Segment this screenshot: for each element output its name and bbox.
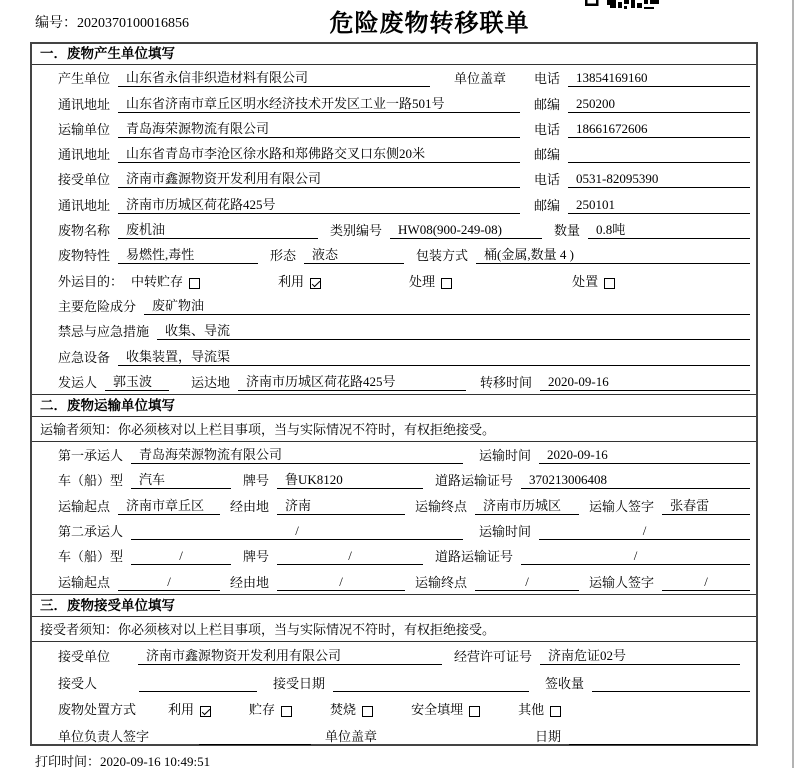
row-receiver-address (32, 191, 756, 216)
transporter-zip-value (568, 147, 750, 163)
plate2-value: / (277, 548, 423, 565)
row-producer-address (32, 90, 756, 115)
row-vehicle1 (32, 467, 756, 492)
transport-time1-label: 运输时间 (479, 448, 532, 464)
responsible-sign-value (199, 729, 311, 745)
emergency-equipment-value: 收集装置，导流渠 (118, 346, 750, 366)
manifest-form (30, 42, 758, 746)
disposal-option-store (249, 699, 292, 718)
receiving-unit-label: 接受单位 (58, 649, 111, 665)
road-license1-label: 道路运输证号 (435, 473, 514, 489)
dispatcher-value: 郭玉波 (105, 371, 169, 391)
route1-start-label: 运输起点 (58, 498, 111, 514)
transport-time1-value: 2020-09-16 (539, 447, 750, 464)
receiver-notice: 接受者须知：你必须核对以上栏目事项，当与实际情况不符时，有权拒绝接受。 (32, 617, 756, 642)
row-transporter-address (32, 141, 756, 166)
row-responsible-sign (32, 721, 756, 748)
producer-address-value: 山东省济南市章丘区明水经济技术开发区工业一路501号 (118, 93, 520, 113)
purpose-option-use-label: 利用 (278, 273, 305, 289)
responsible-sign-label: 单位负责人签字 (58, 728, 150, 744)
transporter-notice: 运输者须知：你必须核对以上栏目事项，当与实际情况不符时，有权拒绝接受。 (32, 417, 756, 442)
vehicle-type2-value: / (131, 548, 231, 565)
route1-end-value: 济南市历城区 (475, 495, 579, 515)
road-license1-value: 370213006408 (521, 472, 750, 489)
qr-code-remnant (585, 0, 659, 11)
row-emergency-measures (32, 318, 756, 343)
waste-pack-label: 包装方式 (416, 248, 469, 264)
disposal-option-other-label: 其他 (518, 702, 545, 718)
route2-sign-value: / (662, 574, 750, 591)
destination-value: 济南市历城区荷花路425号 (238, 371, 466, 391)
route2-end-label: 运输终点 (415, 574, 468, 590)
receiver-person-value (139, 676, 257, 692)
section1-title: 一．废物产生单位填写 (32, 44, 756, 65)
purpose-option-storage-label: 中转贮存 (131, 273, 184, 289)
row-vehicle2 (32, 543, 756, 568)
waste-character-label: 废物特性 (58, 248, 111, 264)
receiver-phone-value: 0531-82095390 (568, 171, 750, 188)
first-carrier-label: 第一承运人 (58, 448, 124, 464)
disposal-option-other (518, 699, 561, 718)
route2-end-value: / (475, 574, 579, 591)
disposal-other-checkbox (550, 706, 561, 717)
page-title: 危险废物转移联单 (329, 11, 530, 37)
receiving-unit-value: 济南市鑫源物资开发利用有限公司 (138, 645, 442, 665)
disposal-option-incinerate (330, 699, 373, 718)
row-hazard-component (32, 293, 756, 318)
waste-character-value: 易燃性,毒性 (118, 244, 258, 264)
transporter-label: 运输单位 (58, 121, 111, 137)
road-license2-label: 道路运输证号 (435, 549, 514, 565)
waste-name-label: 废物名称 (58, 223, 111, 239)
transfer-purpose-label: 外运目的： (58, 273, 124, 289)
first-carrier-value: 青岛海荣源物流有限公司 (131, 444, 463, 464)
purpose-option-use (278, 271, 321, 290)
row-receiving-unit (32, 642, 756, 669)
disposal-option-use (168, 699, 211, 718)
row-receipt (32, 668, 756, 695)
row-dispatch (32, 369, 756, 394)
row-transfer-purpose (32, 267, 756, 292)
vehicle-type1-value: 汽车 (131, 469, 231, 489)
waste-qty-value: 0.8吨 (588, 219, 750, 239)
row-route1 (32, 492, 756, 517)
permit-value: 济南危证02号 (540, 645, 740, 665)
receiver-phone-label: 电话 (533, 172, 560, 188)
producer-label: 产生单位 (58, 71, 111, 87)
route1-via-value: 济南 (277, 495, 405, 515)
row-route2 (32, 568, 756, 593)
section2-title: 二．废物运输单位填写 (32, 394, 756, 417)
route2-via-value: / (277, 574, 405, 591)
route1-via-label: 经由地 (230, 498, 270, 514)
route2-start-label: 运输起点 (58, 574, 111, 590)
plate1-value: 鲁UK8120 (277, 469, 423, 489)
vehicle-type2-label: 车（船）型 (58, 549, 124, 565)
transfer-time-label: 转移时间 (480, 374, 533, 390)
disposal-landfill-checkbox (469, 706, 480, 717)
window-edge-line (792, 0, 794, 768)
purpose-option-dispose (572, 271, 615, 290)
route2-via-label: 经由地 (230, 574, 270, 590)
producer-seal-label: 单位盖章 (453, 71, 506, 87)
disposal-option-incinerate-label: 焚烧 (330, 702, 357, 718)
vehicle-type1-label: 车（船）型 (58, 473, 124, 489)
disposal-option-store-label: 贮存 (249, 702, 276, 718)
dispatcher-label: 发运人 (58, 374, 98, 390)
unit-seal-label: 单位盖章 (325, 728, 378, 744)
second-carrier-value: / (131, 523, 463, 540)
receiver-address-label: 通讯地址 (58, 197, 111, 213)
emergency-equipment-label: 应急设备 (58, 349, 111, 365)
transporter-address-value: 山东省青岛市李沧区徐水路和郑佛路交叉口东侧20米 (118, 143, 520, 163)
disposal-store-checkbox (281, 706, 292, 717)
route2-start-value: / (118, 574, 220, 591)
row-transporter (32, 116, 756, 141)
hazard-component-value: 废矿物油 (144, 295, 750, 315)
waste-form-value: 液态 (304, 244, 404, 264)
sign-date-label: 日期 (535, 728, 562, 744)
sign-date-value (569, 729, 750, 745)
doc-number-label: 编号： (35, 16, 77, 31)
receiver-label: 接受单位 (58, 172, 111, 188)
route1-sign-value: 张春雷 (662, 495, 750, 515)
row-waste-character (32, 242, 756, 267)
destination-label: 运达地 (191, 374, 231, 390)
waste-code-label: 类别编号 (330, 223, 383, 239)
waste-code-value: HW08(900-249-08) (390, 222, 542, 239)
disposal-option-use-label: 利用 (168, 702, 195, 718)
row-waste-name (32, 217, 756, 242)
purpose-option-storage (131, 271, 200, 290)
disposal-use-checkbox (200, 706, 211, 717)
disposal-incinerate-checkbox (362, 706, 373, 717)
producer-phone-label: 电话 (533, 71, 560, 87)
purpose-treat-checkbox (441, 278, 452, 289)
purpose-storage-checkbox (189, 278, 200, 289)
signed-qty-label: 签收量 (545, 675, 585, 691)
transporter-phone-value: 18661672606 (568, 121, 750, 138)
receiver-zip-value: 250101 (568, 197, 750, 214)
purpose-use-checkbox (310, 278, 321, 289)
route1-sign-label: 运输人签字 (589, 498, 655, 514)
road-license2-value: / (521, 548, 750, 565)
producer-value: 山东省永信非织造材料有限公司 (118, 67, 430, 87)
transporter-zip-label: 邮编 (533, 147, 560, 163)
transporter-value: 青岛海荣源物流有限公司 (118, 118, 520, 138)
row-disposal-method (32, 695, 756, 722)
purpose-dispose-checkbox (604, 278, 615, 289)
purpose-option-treat-label: 处理 (409, 273, 436, 289)
receiver-value: 济南市鑫源物资开发利用有限公司 (118, 168, 520, 188)
second-carrier-label: 第二承运人 (58, 524, 124, 540)
waste-name-value: 废机油 (118, 219, 318, 239)
producer-address-label: 通讯地址 (58, 96, 111, 112)
receiver-person-label: 接受人 (58, 675, 98, 691)
disposal-method-label: 废物处置方式 (58, 702, 137, 718)
row-second-carrier (32, 518, 756, 543)
producer-phone-value: 13854169160 (568, 70, 750, 87)
plate2-label: 牌号 (243, 549, 270, 565)
receipt-date-value (333, 676, 529, 692)
row-emergency-equipment (32, 343, 756, 368)
route2-sign-label: 运输人签字 (589, 574, 655, 590)
disposal-option-landfill (411, 699, 480, 718)
transporter-address-label: 通讯地址 (58, 147, 111, 163)
waste-pack-value: 桶(金属,数量 4 ) (476, 244, 750, 264)
purpose-option-treat (409, 271, 452, 290)
permit-label: 经营许可证号 (454, 649, 533, 665)
transport-time2-value: / (539, 523, 750, 540)
row-first-carrier (32, 442, 756, 467)
receiver-address-value: 济南市历城区荷花路425号 (118, 194, 520, 214)
waste-form-label: 形态 (270, 248, 297, 264)
emergency-measures-label: 禁忌与应急措施 (58, 324, 150, 340)
transport-time2-label: 运输时间 (479, 524, 532, 540)
receiver-zip-label: 邮编 (533, 197, 560, 213)
waste-qty-label: 数量 (554, 223, 581, 239)
disposal-option-landfill-label: 安全填埋 (411, 702, 464, 718)
producer-zip-value: 250200 (568, 96, 750, 113)
doc-number-value: 2020370100016856 (77, 16, 189, 31)
route1-end-label: 运输终点 (415, 498, 468, 514)
signed-qty-value (592, 676, 750, 692)
purpose-option-dispose-label: 处置 (572, 273, 599, 289)
hazard-component-label: 主要危险成分 (58, 298, 137, 314)
transfer-time-value: 2020-09-16 (540, 374, 750, 391)
print-time: 打印时间：2020-09-16 10:49:51 (35, 754, 211, 768)
producer-zip-label: 邮编 (533, 96, 560, 112)
row-receiver (32, 166, 756, 191)
receipt-date-label: 接受日期 (273, 675, 326, 691)
plate1-label: 牌号 (243, 473, 270, 489)
row-producer (32, 65, 756, 90)
section3-title: 三．废物接受单位填写 (32, 594, 756, 617)
transporter-phone-label: 电话 (533, 121, 560, 137)
route1-start-value: 济南市章丘区 (118, 495, 220, 515)
emergency-measures-value: 收集、导流 (157, 320, 750, 340)
